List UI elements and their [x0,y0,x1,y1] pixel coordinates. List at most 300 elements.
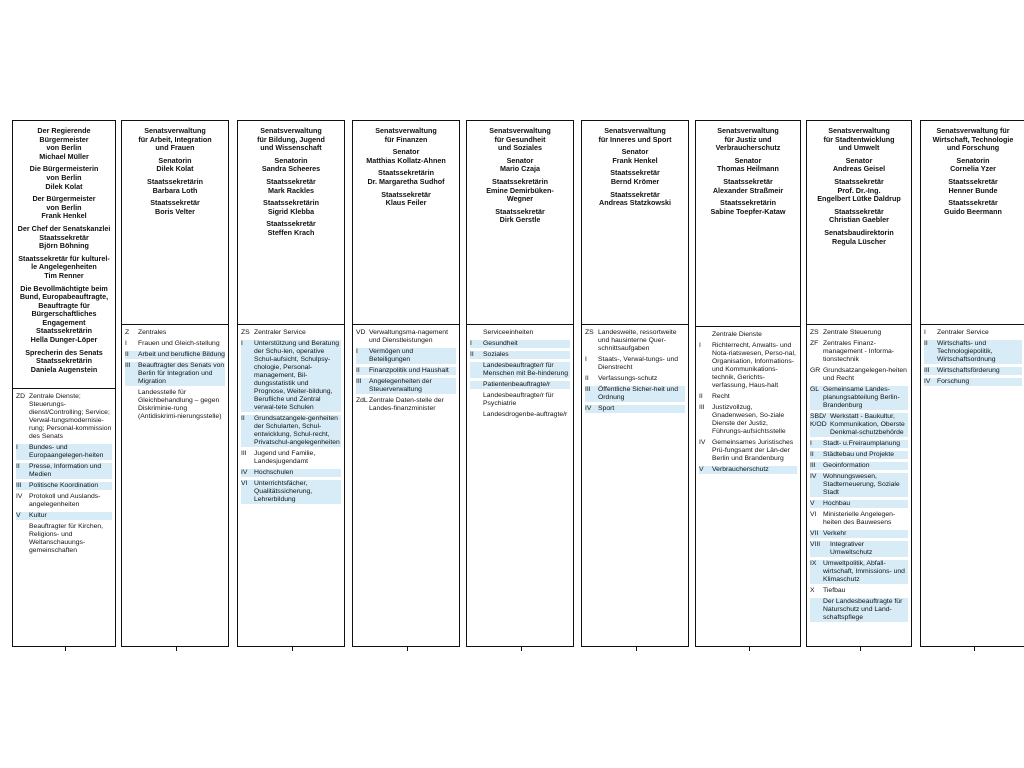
unit-row [585,386,685,402]
unit-code: ZF [810,340,819,347]
header-line: Wirtschaft, Technologie [932,134,1014,144]
header-line: Matthias Kollatz-Ahnen [366,155,446,165]
header-line: Cornelia Yzer [950,164,996,174]
unit-name: Frauen und Gleich-stellung [138,340,220,347]
unit-code: IV [699,439,706,446]
header-line: Steffen Krach [267,227,315,237]
unit-name: Finanzpolitik und Haushalt [369,367,456,375]
unit-code: GR [810,367,821,374]
unit-row [241,329,341,337]
unit-code: II [16,463,29,479]
unit-row [810,462,908,470]
unit-name: Patientenbeauftragte/r [483,381,570,389]
header-line: Bürgerschaftliches [31,309,97,319]
unit-name: Verbraucherschutz [712,466,797,474]
unit-code: IX [810,560,823,584]
header-line: Hella Dunger-Löper [30,335,98,345]
unit-name: Grundsatzangele-genheiten der Schularten, Schul-entwicklung, Schul-recht, Privatschul-angelegenheiten [254,415,340,446]
unit-row [16,482,112,490]
unit-row [356,367,456,375]
department-units [13,389,115,646]
unit-name: Zentrale Daten-stelle der Landes-finanzminister [369,397,444,412]
unit-code: I [241,340,254,412]
header-line: von Berlin [46,143,82,153]
header-line: und Wissenschaft [260,143,322,153]
unit-name: Der Landesbeauftragte für Naturschutz und Land-schaftspflege [823,598,908,622]
unit-code: ZS [810,329,819,336]
unit-code: SBD/ K/OD [810,413,830,437]
unit-name: Wirtschafts- und Technologiepolitik, Wirtschaftsordnung [937,340,1022,364]
unit-row [810,473,908,497]
unit-row [585,375,685,383]
unit-name: Umweltpolitik, Abfall-wirtschaft, Immissions- und Klimaschutz [823,560,908,584]
department-header [582,121,688,325]
unit-name: Arbeit und berufliche Bildung [138,351,225,358]
unit-row [810,329,908,337]
unit-name: Recht [712,393,730,400]
unit-code: X [810,587,815,594]
header-line: Christian Gaebler [829,215,889,225]
unit-row [356,329,456,345]
unit-code [470,362,483,378]
department-header [921,121,1024,325]
department-header [467,121,573,325]
department-header [696,121,800,327]
unit-code: IV [924,378,937,386]
header-line: Klaus Feiler [385,198,427,208]
unit-name: Presse, Information und Medien [29,463,112,479]
unit-row [356,378,456,394]
unit-name: Ministerielle Angelegen-heiten des Bauwesens [823,511,896,526]
header-line: Prof. Dr.-Ing. [837,185,881,195]
header-line: Wegner [506,194,534,204]
unit-row [16,512,112,520]
header-line: für Inneres und Sport [598,134,672,144]
unit-code: ZD [16,393,26,400]
unit-name: Geoinformation [823,462,908,470]
header-line: Sandra Scheeres [261,164,321,174]
unit-code [125,389,138,421]
header-line: Senatsverwaltung [489,126,551,135]
header-line: Frank Henkel [612,155,658,165]
header-line: Staatssekretär [150,198,200,208]
unit-name: Unterstützung und Beratung der Schu-len, operative Schul-aufsicht, Schulpsy-chologie, Personal-management, Bil-dungsstatistik und Prognose, Weiter-bildung, Berufliche und Zentral verwal-tete Schulen [254,340,340,411]
unit-name: Wohnungswesen, Stadterneuerung, Soziale Stadt [823,473,908,497]
unit-row [699,342,797,390]
unit-row [125,329,225,337]
unit-row [241,340,341,412]
header-line: und Umwelt [838,143,880,153]
header-line: Senatorin [274,155,308,165]
unit-name: Zentraler Service [937,329,989,336]
unit-row [16,493,112,509]
connector-tick [407,647,408,651]
unit-code: V [810,500,823,508]
unit-name: Justizvollzug, Gnadenwesen, So-ziale Dienste der Justiz, Führungs-aufsichtsstelle [712,404,786,435]
header-line: für Bildung, Jugend [257,134,325,144]
header-line: Bernd Krömer [610,176,660,186]
unit-name: Kultur [29,512,112,520]
header-line: Staatssekretärin [36,356,92,366]
unit-code: IV [810,473,823,497]
department-column [121,120,229,647]
unit-code: I [585,356,587,363]
unit-name: Integrativer Umweltschutz [830,541,908,557]
header-line: Mario Czaja [500,164,540,174]
unit-code: I [810,440,823,448]
header-line: Bürgermeister [39,134,89,144]
header-line: Staatssekretär [610,168,660,178]
unit-name: Landesweite, ressortweite und hausinterne Quer-schnittsaufgaben [598,329,677,352]
unit-name: Wirtschaftsförderung [937,367,1022,375]
connector-tick [749,647,750,651]
unit-row [241,450,341,466]
unit-row [356,397,456,413]
unit-code: II [810,451,823,459]
department-units [353,325,459,646]
unit-code: V [16,512,29,520]
unit-code: II [241,415,254,447]
unit-code: III [16,482,29,490]
connector-tick [636,647,637,651]
header-line: für Arbeit, Integration [138,134,212,144]
unit-row [810,560,908,584]
header-line: Sigrid Klebba [267,206,315,216]
unit-name: Grundsatzangelegen-heiten und Recht [823,367,907,382]
unit-code: II [470,351,483,359]
unit-name: Zentrales Finanz-management - Informa-tionstechnik [823,340,895,363]
unit-code: III [241,450,247,457]
unit-row [585,356,685,372]
department-units [467,325,573,646]
unit-row [125,340,225,348]
header-line: Björn Böhning [39,241,89,251]
unit-code: VD [356,329,366,336]
header-line: Dr. Margaretha Sudhof [367,176,445,186]
header-line: Die Bürgermeisterin [29,164,99,174]
department-units [921,325,1024,646]
unit-name: Beauftragter für Kirchen, Religions- und Weltanschauungs-gemeinschaften [29,523,104,554]
department-header [122,121,228,325]
connector-tick [292,647,293,651]
unit-code: II [924,340,937,364]
header-line: Michael Müller [39,151,89,161]
unit-name: Bundes- und Europaangelegen-heiten [29,444,112,460]
header-line: für Gesundheit [494,134,546,144]
header-line: Tim Renner [44,270,84,280]
header-line: Sprecherin des Senats [25,347,103,357]
unit-name: Stadt- u.Freiraumplanung [823,440,908,448]
unit-name: Landesdrogenbe-auftragte/r [483,411,568,418]
header-line: und Forschung [946,143,1000,153]
header-line: Verbraucherschutz [715,143,781,153]
unit-code: GL [810,386,823,410]
header-line: Dilek Kolat [156,164,194,174]
unit-row [241,415,341,447]
unit-code: IV [16,493,23,500]
unit-name: Angelegenheiten der Steuerverwaltung [369,378,456,394]
unit-row [241,480,341,504]
header-line: Staatssekretärin [492,176,548,186]
unit-code: I [470,340,483,348]
unit-row [810,500,908,508]
unit-name: Forschung [937,378,1022,386]
header-line: Staatssekretär [948,176,998,186]
unit-name: Zentrale Dienste; Steuerungs-dienst/Controlling; Service; Verwal-tungsmodernisie-rung; Personal-kommission des Senats [29,393,112,440]
header-line: Andreas Statzkowski [599,198,671,208]
header-line: le Angelegenheiten [31,262,97,272]
unit-code: VI [241,480,254,504]
department-header [238,121,344,325]
unit-row [16,393,112,441]
header-line: Emine Demirbüken- [486,185,554,195]
unit-code: II [125,351,138,359]
unit-code: VIII [810,541,830,557]
connector-tick [176,647,177,651]
department-column [581,120,689,647]
unit-name: Werkstatt - Baukultur, Kommunikation, Oberste Denkmal-schutzbehörde [830,413,908,437]
department-column [12,120,116,647]
header-line: Engagement [42,317,86,327]
unit-name: Zentraler Service [254,329,306,336]
unit-row [810,340,908,364]
unit-code: III [924,367,937,375]
header-line: Staatssekretär [495,206,545,216]
header-line: Sabine Toepfer-Kataw [710,206,786,216]
header-line: Barbara Loth [152,185,198,195]
connector-tick [65,647,66,651]
header-line: Engelbert Lütke Daldrup [817,194,901,204]
header-line: Der Chef der Senatskanzlei [17,223,111,233]
unit-row [810,413,908,437]
header-line: Beauftragte für [38,300,90,310]
header-line: Senator [734,155,762,165]
unit-row [924,367,1022,375]
header-line: Staatssekretärin [378,168,434,178]
unit-name: Protokoll und Auslands-angelegenheiten [29,493,101,508]
connector-tick [860,647,861,651]
unit-code: I [16,444,29,460]
department-column [352,120,460,647]
header-line: Frank Henkel [41,211,87,221]
header-line: Der Regierende [37,126,91,135]
unit-row [699,393,797,401]
unit-row [125,389,225,421]
unit-name: Zentrale Steuerung [823,329,882,336]
header-line: und Soziales [498,143,542,153]
header-line: Staatssekretärin [147,176,203,186]
header-line: Senatsverwaltung [144,126,206,135]
header-line: Senatsverwaltung [828,126,890,135]
unit-name: Hochschulen [254,469,341,477]
header-line: Staatssekretär [39,232,89,242]
unit-row [356,348,456,364]
header-line: Senatsverwaltung [375,126,437,135]
unit-code: III [810,462,823,470]
department-column [466,120,574,647]
unit-row [810,367,908,383]
header-line: Henner Bunde [948,185,998,195]
department-header [353,121,459,325]
department-header [807,121,911,325]
header-line: Senatsverwaltung für [936,126,1010,135]
unit-code: ZS [585,329,594,336]
unit-name: Unterrichtsfächer, Qualitätssicherung, Lehrerbildung [254,480,341,504]
unit-code [470,381,483,389]
unit-name: Verkehr [823,530,908,538]
unit-name: Tiefbau [823,587,846,594]
unit-code: I [699,342,701,349]
unit-row [699,439,797,463]
header-line: Senator [621,147,649,157]
unit-code [470,329,483,337]
unit-name: Sport [598,405,685,413]
department-column [695,120,801,647]
header-line: Staatssekretär [948,198,998,208]
header-line: Staatssekretärin [36,326,92,336]
header-line: für Finanzen [384,134,428,144]
unit-row [810,541,908,557]
unit-row [810,511,908,527]
unit-row [241,469,341,477]
department-units [238,325,344,646]
unit-code [16,523,29,555]
unit-row [16,444,112,460]
department-column [806,120,912,647]
header-line: für Justiz und [724,134,772,144]
unit-name: Verfassungs-schutz [598,375,658,382]
unit-row [924,329,1022,337]
unit-code: II [356,367,369,375]
connector-tick [974,647,975,651]
unit-name: Serviceeinheiten [483,329,534,336]
header-line: Der Bürgermeister [32,194,96,204]
header-line: Staatssekretär [381,189,431,199]
unit-name: Gemeinsames Juristisches Prü-fungsamt der Län-der Berlin und Brandenburg [712,439,794,462]
header-line: Dirk Gerstle [499,215,541,225]
unit-name: Gesundheit [483,340,570,348]
unit-code: ZS [241,329,250,336]
unit-code: II [585,375,589,382]
unit-name: Staats-, Verwal-tungs- und Dienstrecht [598,356,679,371]
header-line: Staatssekretär [834,176,884,186]
unit-row [810,530,908,538]
header-line: Guido Beermann [944,206,1002,216]
unit-name: Landesstelle für Gleichbehandlung – gegen Diskriminie-rung (Antidiskrimi-nierungsstelle) [138,389,222,420]
header-line: Staatssekretär [266,176,316,186]
unit-name: Gemeinsame Landes-planungsabteilung Berlin-Brandenburg [823,386,908,410]
header-line: Senatsverwaltung [604,126,666,135]
header-line: Bund, Europabeauftragte, [19,292,109,302]
header-line: Senatsbaudirektorin [824,227,894,237]
header-line: für Stadtentwicklung [823,134,895,144]
header-line: Die Bevollmächtigte beim [20,283,108,293]
header-line: von Berlin [46,172,82,182]
department-column [237,120,345,647]
header-line: von Berlin [46,202,82,212]
unit-code: I [125,340,127,347]
header-line: Senatorin [158,155,192,165]
header-line: Staatssekretärin [263,198,319,208]
header-line: Staatssekretär für kulturel- [18,253,110,263]
unit-row [470,392,570,408]
unit-code [470,411,483,419]
unit-code: Z [125,329,130,336]
header-line: Boris Velter [155,206,195,216]
unit-row [470,381,570,389]
unit-row [810,386,908,410]
unit-name: Landesbeauftragte/r für Psychiatrie [483,392,554,407]
unit-code [810,598,823,622]
department-units [807,325,911,646]
header-line: Staatssekretär [834,206,884,216]
unit-row [699,331,797,339]
unit-row [924,378,1022,386]
header-line: Alexander Straßmeir [712,185,784,195]
header-line: Regula Lüscher [832,236,886,246]
unit-row [470,340,570,348]
unit-code [699,331,712,339]
unit-name: Soziales [483,351,570,359]
unit-code: ZdL [356,397,368,404]
header-line: und Frauen [155,143,195,153]
unit-row [125,351,225,359]
unit-row [16,523,112,555]
unit-name: Beauftragter des Senats von Berlin für Integration und Migration [138,362,225,385]
unit-code: III [125,362,138,386]
header-line: Mark Rackles [268,185,314,195]
header-line: Senator [845,155,873,165]
department-units [582,325,688,646]
unit-code: VI [810,511,817,518]
department-units [122,325,228,646]
unit-code: I [924,329,926,336]
department-units [696,327,800,646]
unit-name: Vermögen und Beteiligungen [369,348,456,364]
unit-row [810,598,908,622]
header-line: Senatsverwaltung [260,126,322,135]
header-line: Staatssekretär [723,176,773,186]
unit-row [585,329,685,353]
unit-name: Landesbeauftragte/r für Menschen mit Be-hinderung [483,362,569,377]
header-line: Dilek Kolat [45,181,83,191]
unit-name: Öffentliche Sicher-heit und Ordnung [598,386,685,402]
header-line: Senator [392,147,420,157]
header-line: Staatssekretärin [720,198,776,208]
unit-row [699,404,797,436]
unit-name: Zentrale Dienste [712,331,762,338]
unit-name: Politische Koordination [29,482,112,490]
unit-row [125,362,225,386]
unit-code: V [699,466,712,474]
unit-name: Hochbau [823,500,908,508]
header-line: Senatsverwaltung [717,126,779,135]
unit-name: Zentrales [138,329,167,336]
unit-code: II [699,393,703,400]
header-line: Daniela Augenstein [30,364,98,374]
unit-row [810,587,908,595]
unit-row [699,466,797,474]
department-header [13,121,115,389]
unit-row [924,340,1022,364]
unit-row [470,411,570,419]
unit-row [810,451,908,459]
unit-name: Städtebau und Projekte [823,451,908,459]
unit-code: III [356,378,369,394]
header-line: Andreas Geisel [832,164,886,174]
unit-code: III [699,404,705,411]
connector-tick [521,647,522,651]
